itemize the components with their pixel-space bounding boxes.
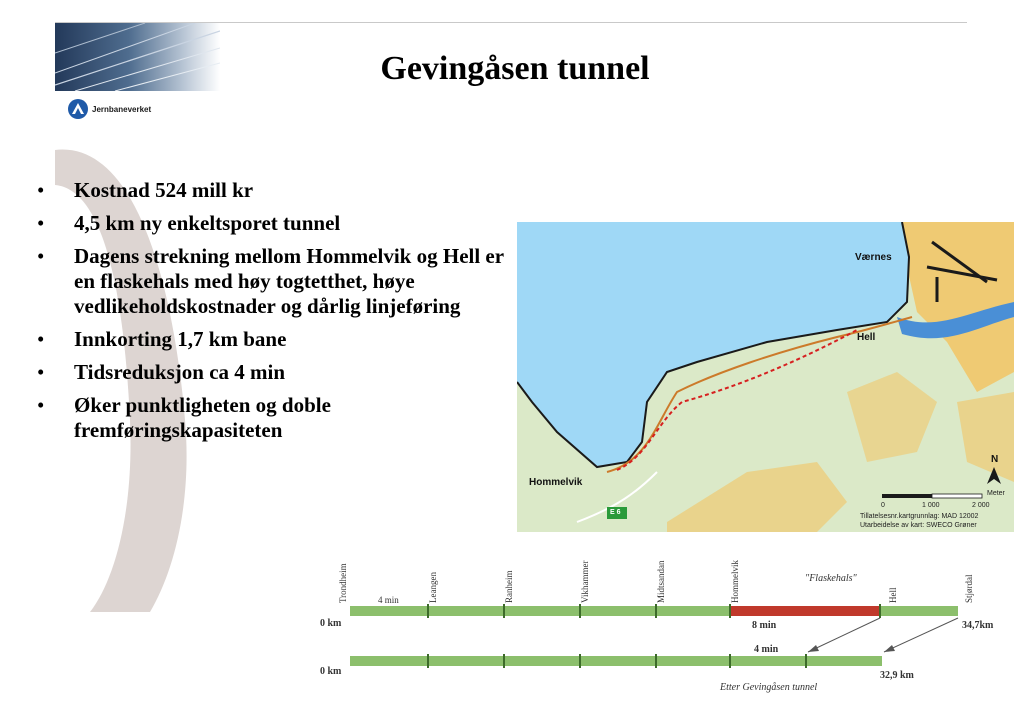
track-bottom — [350, 656, 882, 666]
list-item — [30, 211, 520, 236]
map-credit-1: Tillatelsesnr.kartgrunnlag: MAD 12002 — [860, 513, 979, 520]
track-top-end — [880, 606, 958, 616]
map-label-hommelvik: Hommelvik — [529, 477, 583, 488]
bullet-icon: • — [37, 360, 45, 384]
segment-time-label: 4 min — [378, 595, 399, 605]
bullet-list — [30, 178, 520, 451]
list-item — [30, 244, 520, 319]
station-label: Hell — [888, 587, 898, 603]
header-banner-image — [55, 23, 220, 91]
bottom-start-km: 0 km — [320, 666, 342, 677]
bullet-text: 4,5 km ny enkeltsporet tunnel — [74, 211, 341, 235]
station-label: Stjørdal — [964, 574, 974, 603]
logo-icon — [68, 99, 88, 119]
after-tunnel-caption: Etter Gevingåsen tunnel — [720, 682, 818, 693]
scale-unit: Meter — [987, 490, 1005, 497]
list-item — [30, 360, 520, 385]
station-label: Ranheim — [504, 570, 514, 603]
bullet-icon: • — [37, 211, 45, 235]
bullet-text: Tidsreduksjon ca 4 min — [74, 360, 286, 384]
list-item — [30, 178, 520, 203]
station-label: Trondheim — [338, 563, 348, 603]
track-top-bottleneck — [730, 606, 880, 616]
north-label: N — [991, 454, 999, 465]
bottleneck-time-label: 8 min — [752, 620, 777, 631]
bullet-icon: • — [37, 178, 45, 202]
bullet-text: Øker punktligheten og doble fremføringskapasiteten — [74, 393, 331, 442]
bullet-icon: • — [37, 327, 45, 351]
bullet-icon: • — [37, 393, 45, 417]
page-title: Gevingåsen tunnel — [380, 50, 650, 87]
station-label: Vikhammer — [580, 560, 590, 603]
arrow-head-icon — [808, 645, 819, 652]
bullet-icon: • — [37, 244, 45, 268]
station-label: Leangen — [428, 572, 438, 603]
scale-tick-0: 0 — [881, 502, 885, 509]
e6-label: E 6 — [610, 509, 621, 516]
logo-text: Jernbaneverket — [92, 104, 152, 114]
station-label: Midtsandan — [656, 560, 666, 603]
top-start-km: 0 km — [320, 618, 342, 629]
company-logo — [68, 99, 151, 119]
top-end-km: 34,7km — [962, 620, 994, 631]
station-label: Hommelvik — [730, 560, 740, 603]
list-item — [30, 327, 520, 352]
new-segment-time-label: 4 min — [754, 644, 779, 655]
map-label-hell: Hell — [857, 332, 876, 343]
track-top-normal — [350, 606, 730, 616]
travel-time-diagram — [300, 548, 1020, 708]
map-label-vaernes: Værnes — [855, 252, 892, 263]
scale-tick-1000: 1 000 — [922, 502, 940, 509]
scale-tick-2000: 2 000 — [972, 502, 990, 509]
route-map — [517, 222, 1014, 532]
bottleneck-label: "Flaskehals" — [805, 573, 857, 584]
map-credit-2: Utarbeidelse av kart: SWECO Grøner — [860, 522, 977, 529]
bullet-text: Innkorting 1,7 km bane — [74, 327, 287, 351]
bullet-text: Dagens strekning mellom Hommelvik og Hell er en flaskehals med høy togtetthet, høye vedlikeholdskostnader og dårlig linjeføring — [74, 244, 504, 318]
bottom-end-km: 32,9 km — [880, 670, 914, 681]
bullet-text: Kostnad 524 mill kr — [74, 178, 254, 202]
arrow-head-icon — [884, 645, 895, 652]
map-drawing — [517, 222, 1014, 532]
list-item — [30, 393, 520, 443]
